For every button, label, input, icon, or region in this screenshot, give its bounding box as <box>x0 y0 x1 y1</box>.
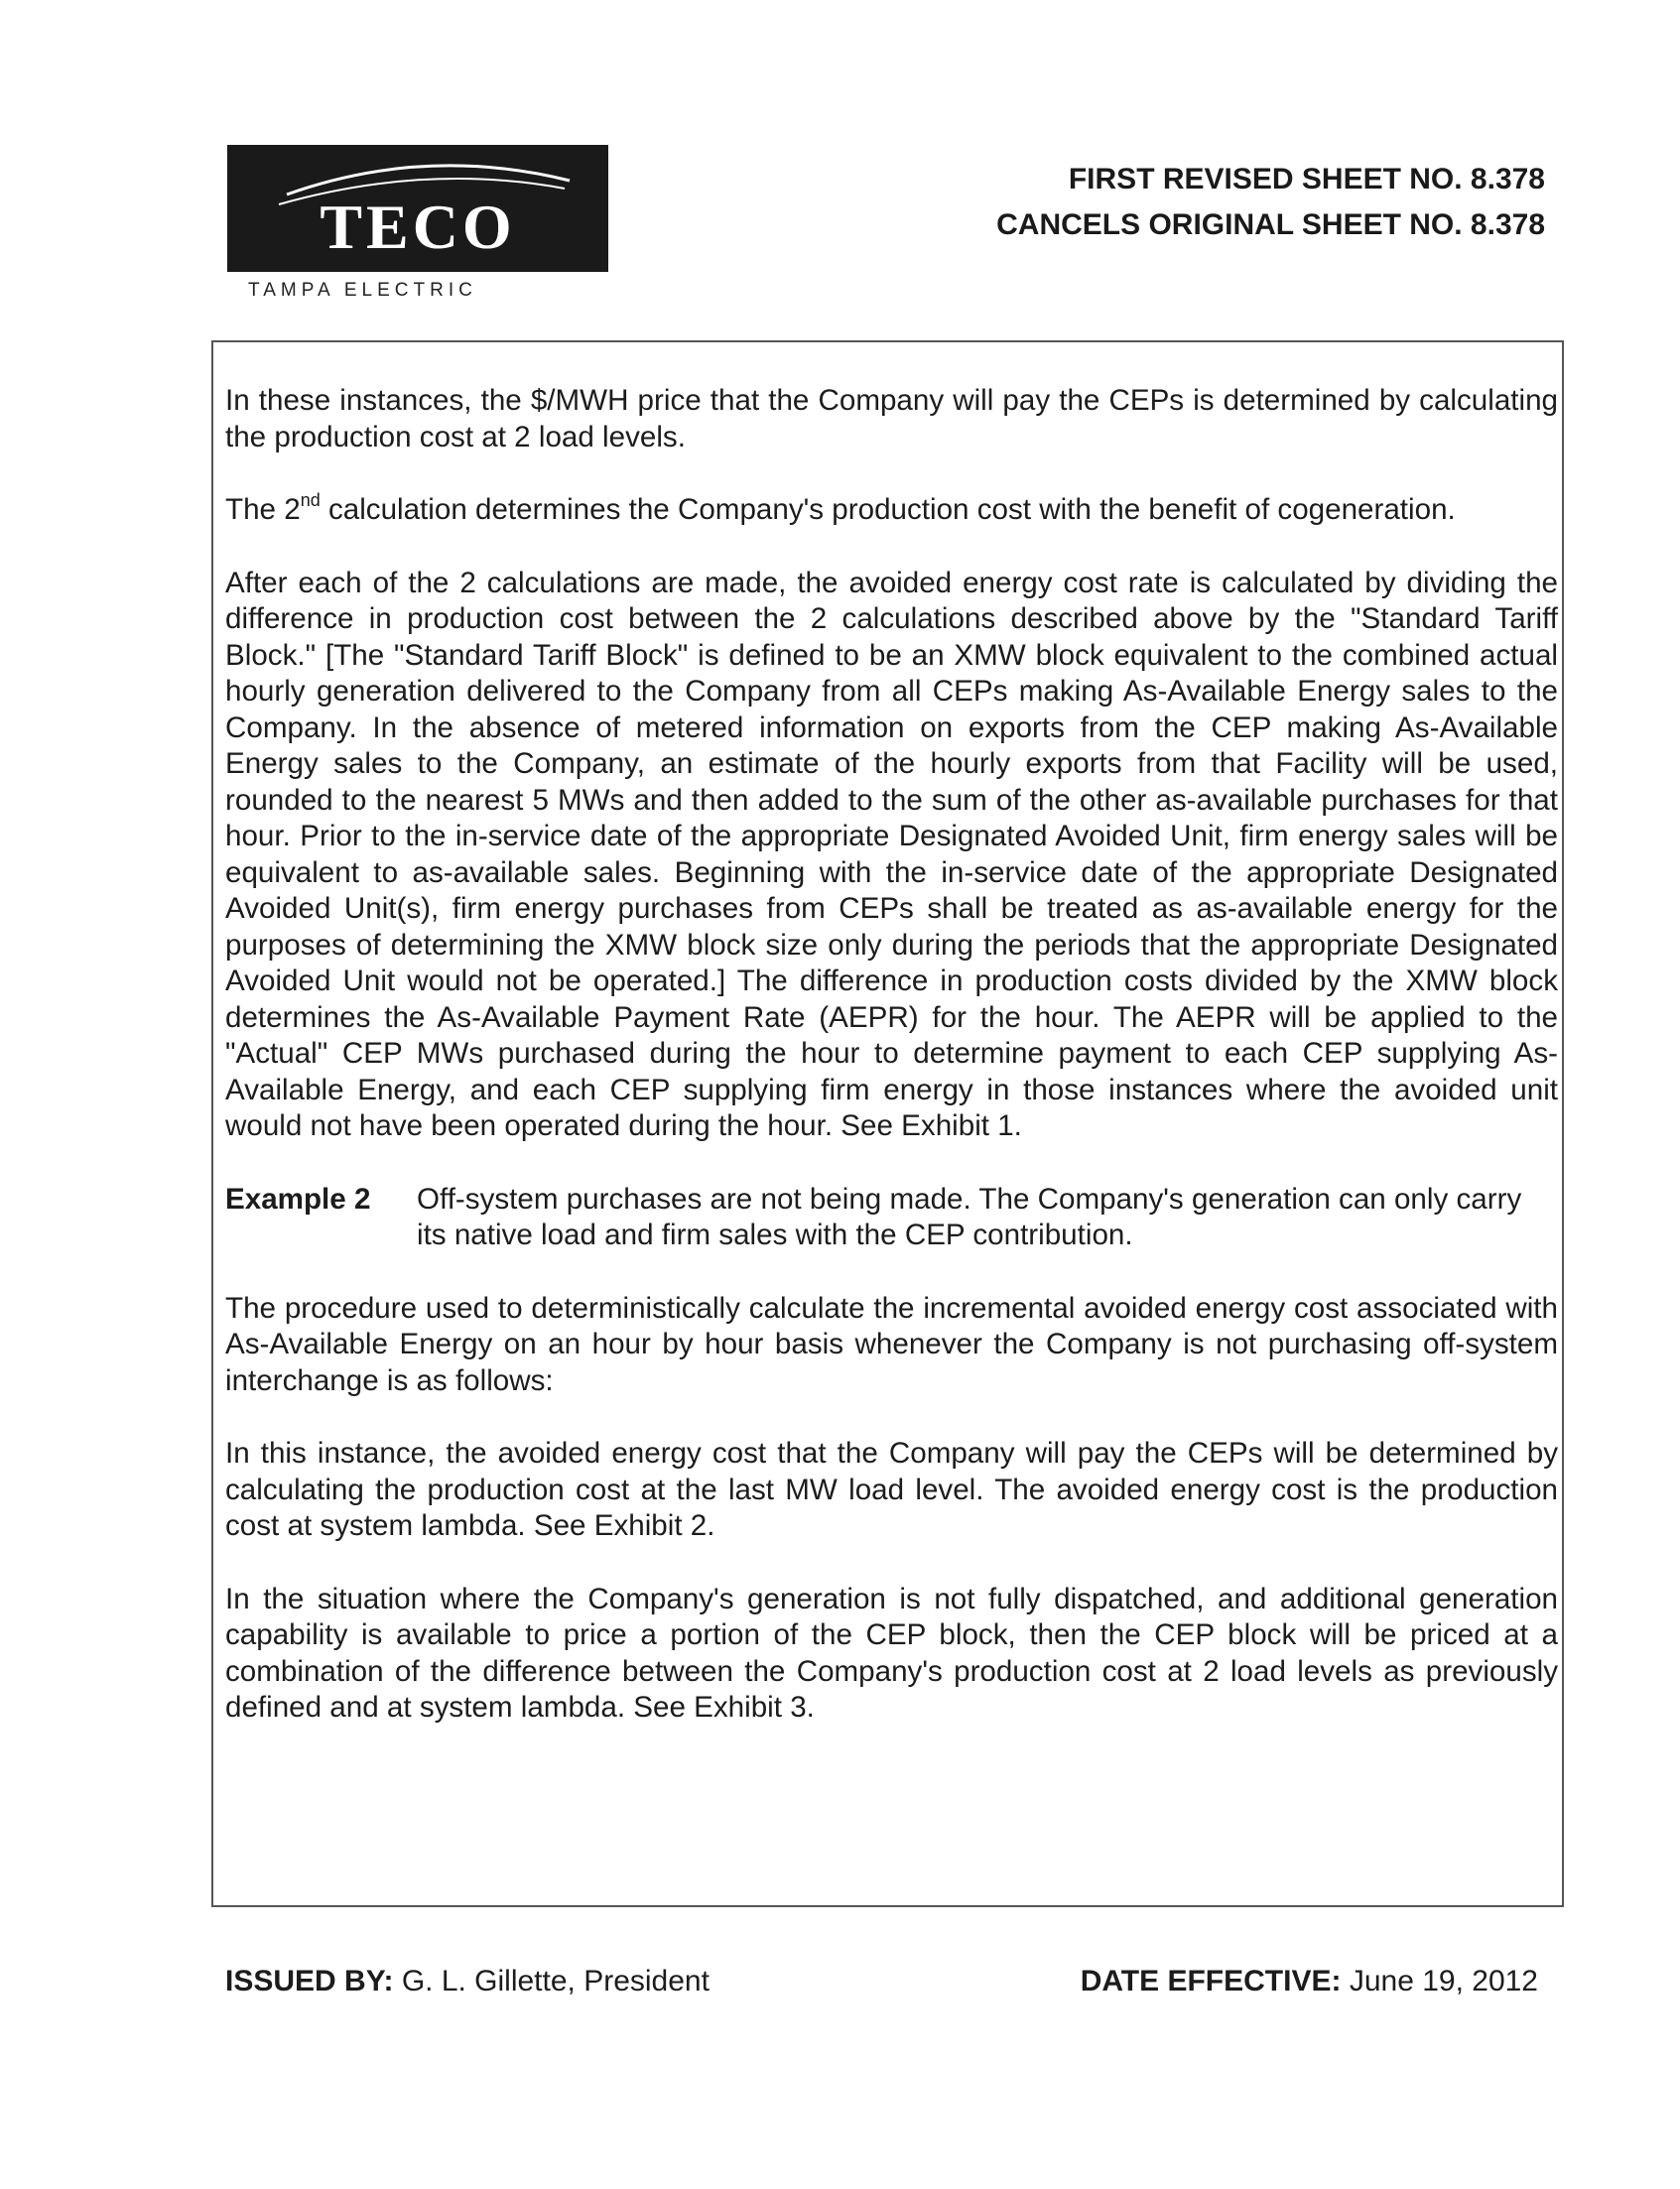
issued-label: ISSUED BY: <box>225 1965 394 1997</box>
paragraph-2 <box>225 492 1558 529</box>
sheet-line-1: FIRST REVISED SHEET NO. 8.378 <box>1068 163 1545 195</box>
example-text: Off-system purchases are not being made. The Company's generation can only carry its native load and firm sales with the CEP contribution. <box>417 1182 1522 1251</box>
p2-after: calculation determines the Company's production cost with the benefit of cogeneration. <box>320 493 1456 526</box>
date-effective <box>1081 1965 1538 1998</box>
paragraph-3: After each of the 2 calculations are made, the avoided energy cost rate is calculated by dividing the difference in production cost between the 2 calculations described above by the "Standard Tariff Block." [The "Standard Tariff Block" is defined to be an XMW block equivalent to the combined actual hourly generation delivered to the Company from all CEPs making As-Available Energy sales to the Company. In the absence of metered information on exports from the CEP making As-Available Energy sales to the Company, an estimate of the hourly exports from that Facility will be used, rounded to the nearest 5 MWs and then added to the sum of the other as-available purchases for that hour. Prior to the in-service date of the appropriate Designated Avoided Unit, firm energy sales will be equivalent to as-available sales. Beginning with the in-service date of the appropriate Designated Avoided Unit(s), firm energy purchases from CEPs shall be treated as as-available energy for the purposes of determining the XMW block size only during the periods that the appropriate Designated Avoided Unit would not be operated.] The difference in production costs divided by the XMW block determines the As-Available Payment Rate (AEPR) for the hour. The AEPR will be applied to the "Actual" CEP MWs purchased during the hour to determine payment to each CEP supplying As-Available Energy, and each CEP supplying firm energy in those instances where the avoided unit would not have been operated during the hour. See Exhibit 1. <box>225 566 1558 1142</box>
date-label: DATE EFFECTIVE: <box>1080 1965 1342 1997</box>
issued-value: G. L. Gillette, President <box>401 1965 710 1997</box>
company-tagline: TAMPA ELECTRIC <box>248 280 477 301</box>
example-2 <box>225 1182 1558 1254</box>
date-value: June 19, 2012 <box>1349 1965 1538 1997</box>
paragraph-5: In this instance, the avoided energy cost that the Company will pay the CEPs will be determined by calculating the production cost at the last MW load level. The avoided energy cost is the production cost at system lambda. See Exhibit 2. <box>225 1437 1558 1542</box>
paragraph-4: The procedure used to deterministically calculate the incremental avoided energy cost associated with As-Available Energy on an hour by hour basis whenever the Company is not purchasing off-system interchange is as follows: <box>225 1291 1558 1397</box>
logo-wordmark: TECO <box>320 192 516 262</box>
teco-logo <box>227 145 608 272</box>
p2-before: The 2 <box>225 493 301 526</box>
teco-logo-graphic <box>227 145 608 272</box>
tariff-body <box>225 383 1558 1727</box>
issued-by <box>225 1965 710 1998</box>
sheet-number <box>996 157 1545 248</box>
p2-sup: nd <box>300 490 321 510</box>
sheet-line-2: CANCELS ORIGINAL SHEET NO. 8.378 <box>996 208 1545 241</box>
example-label: Example 2 <box>225 1182 371 1216</box>
paragraph-1: In these instances, the $/MWH price that the Company will pay the CEPs is determined by calculating the production cost at 2 load levels. <box>225 384 1558 453</box>
paragraph-6: In the situation where the Company's generation is not fully dispatched, and additional generation capability is available to price a portion of the CEP block, then the CEP block will be priced at a combination of the difference between the Company's production cost at 2 load levels as previously defined and at system lambda. See Exhibit 3. <box>225 1582 1558 1724</box>
